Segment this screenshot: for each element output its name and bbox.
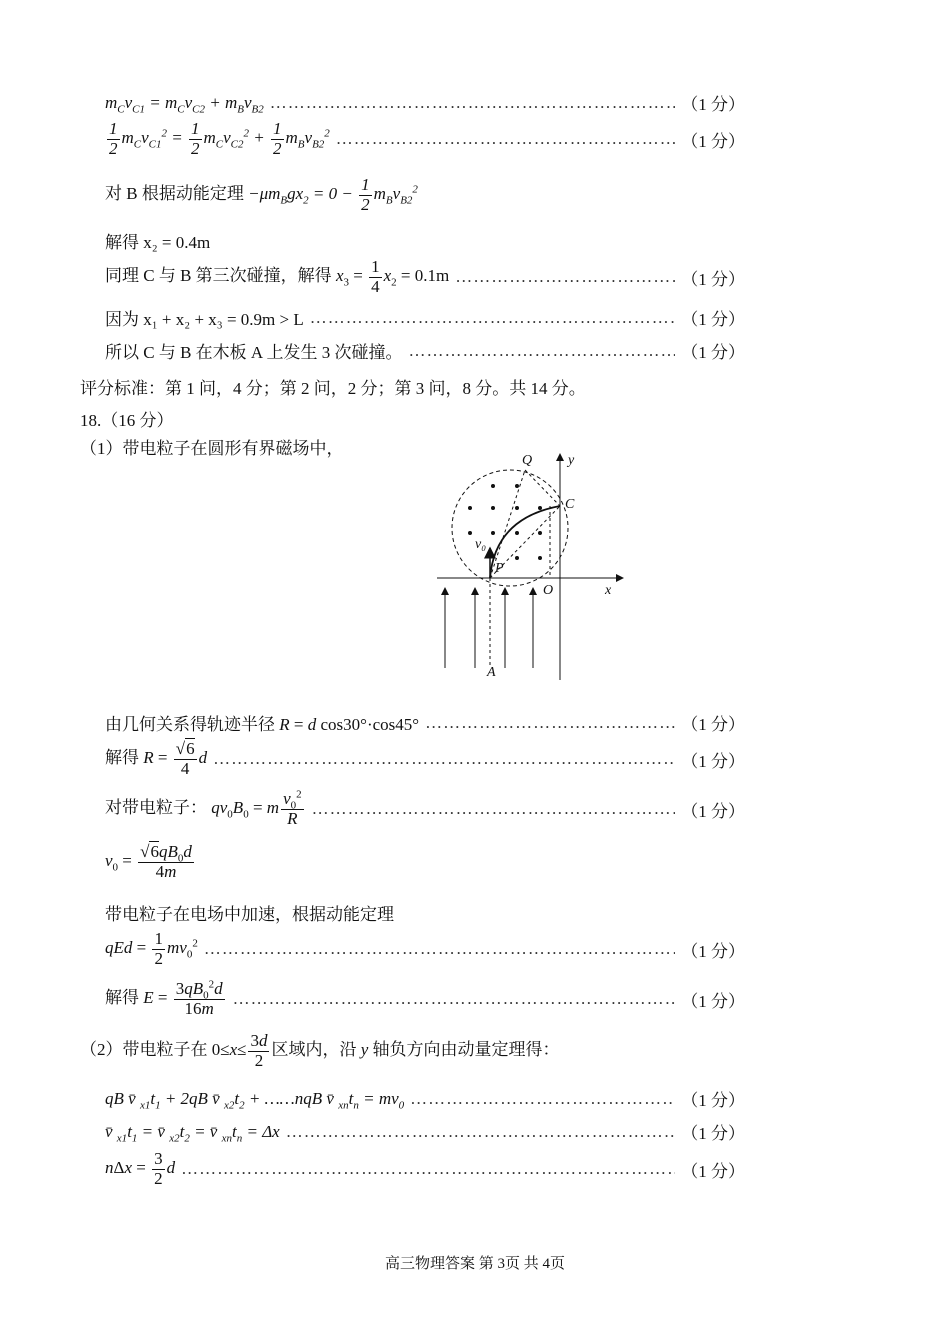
impulse-formula: qB v̄ $_{x1}t_1 + 2qB$ v̄ $_{x2}t_2$ + ……nqB v̄ $_{xn}t_n = mv_0$ <box>105 1088 405 1111</box>
sum-line <box>105 305 745 330</box>
score-label: （1 分） <box>681 751 745 771</box>
work-energy-line <box>105 176 418 214</box>
sum-text: 因为 x₁ + x₂ + x₃ = 0.9m > L <box>105 310 304 329</box>
grading-standard: 评分标准：第 1 问，4 分；第 2 问，2 分；第 3 问，8 分。共 14 分。 <box>80 379 586 398</box>
part2-intro-b: ≤ <box>237 1040 247 1060</box>
qEd-formula: qEd = $\frac{1}{2}$ $mv_0^2$ <box>105 929 198 968</box>
part2-intro-c: 区域内，沿 <box>271 1040 357 1060</box>
label-x: x <box>605 583 612 598</box>
solve-R-prefix: 解得 <box>105 748 139 768</box>
field-arrows <box>445 588 533 668</box>
label-y: y <box>568 453 575 468</box>
vt-formula: v̄ $_{x1}t_1$ = v̄ $_{x2}t_2$ = v̄ $_{xn}t_n = \Delta x$ <box>105 1121 280 1144</box>
leader-dots <box>310 308 676 328</box>
score-label: （1 分） <box>681 1091 745 1110</box>
score-label: （1 分） <box>681 269 745 289</box>
label-v0: v₀ <box>475 537 487 552</box>
score-label: （1 分） <box>681 715 745 734</box>
score-label: （1 分） <box>681 941 745 961</box>
impulse-line <box>105 1086 745 1111</box>
score-label: （1 分） <box>681 1161 745 1181</box>
score-label: （1 分） <box>681 95 745 114</box>
energy-equation <box>105 120 745 158</box>
momentum-formula: $m_Cv_{C1} = m_Cv_{C2} + m_Bv_{B2}$ <box>105 92 264 115</box>
label-A: A <box>487 665 496 680</box>
leader-dots <box>286 1122 676 1142</box>
ndx-line <box>105 1150 745 1188</box>
solve-E-prefix: 解得 <box>105 988 139 1008</box>
radius-prefix: 由几何关系得轨迹半径 <box>105 715 275 734</box>
solve-E-line <box>105 980 745 1018</box>
ndx-formula: nΔx = $\frac{3}{2}$ d <box>105 1149 176 1188</box>
work-energy-formula: $-\mu m_Bgx_2 = 0$ − $\frac{1}{2}$ $m_Bv_{B2}^2$ <box>248 175 418 214</box>
score-label: （1 分） <box>681 1124 745 1143</box>
accel-text: 带电粒子在电场中加速，根据动能定理 <box>105 905 394 924</box>
particle-line <box>105 790 745 828</box>
boundary-circle <box>452 470 568 586</box>
third-prefix: 同理 C 与 B 第三次碰撞，解得 <box>105 266 332 286</box>
leader-dots <box>312 799 676 819</box>
label-C: C <box>565 497 575 512</box>
radius-line <box>105 710 745 735</box>
leader-dots <box>213 749 675 769</box>
leader-dots <box>409 341 676 361</box>
qEd-line <box>105 930 745 968</box>
solve-R-text: 解得 R = $\frac{√6}{4}$ d <box>105 739 208 778</box>
solve-R-line <box>105 740 745 778</box>
score-label: （1 分） <box>681 131 745 151</box>
leader-dots <box>336 129 675 149</box>
vt-line <box>105 1119 745 1144</box>
particle-prefix: 对带电粒子： <box>105 798 207 818</box>
magnetic-field-diagram <box>425 448 645 688</box>
part2-intro-a: （2）带电粒子在 0≤ <box>80 1040 230 1060</box>
label-O: O <box>543 583 554 598</box>
solve-x2: 解得 x₂ = 0.4m <box>105 233 211 252</box>
conclusion-text: 所以 C 与 B 在木板 A 上发生 3 次碰撞。 <box>105 343 403 362</box>
part2-intro: （2）带电粒子在 0≤x≤ $\frac{3d}{2}$ 区域内，沿 y 轴负方向由动量定理得： <box>80 1031 560 1070</box>
conclusion-line <box>105 338 745 363</box>
radius-text: 由几何关系得轨迹半径 R = d cos30°·cos45° <box>105 715 420 734</box>
v0-formula: $v_0$ = $\frac{√6qB_0d}{4m}$ <box>105 842 192 881</box>
third-collision-text: 同理 C 与 B 第三次碰撞，解得 $x_3$ = $\frac{1}{4}$ $x_2 = 0.1m$ <box>105 257 450 296</box>
label-Q: Q <box>522 453 533 468</box>
q18-header: 18.（16 分） <box>80 411 174 430</box>
momentum-equation <box>105 90 745 115</box>
work-energy-prefix: 对 B 根据动能定理 <box>105 184 244 204</box>
score-label: （1 分） <box>681 801 745 821</box>
dashed-line <box>525 470 560 506</box>
score-label: （1 分） <box>681 991 745 1011</box>
leader-dots <box>233 989 676 1009</box>
energy-formula: $\frac{1}{2}$ $m_Cv_{C1}^2$ = $\frac{1}{2}$ $m_Cv_{C2}^2$ + $\frac{1}{2}$ $m_Bv_{B2}^2$ <box>109 119 330 158</box>
score-label: （1 分） <box>681 343 745 362</box>
part2-intro-d: 轴负方向由动量定理得： <box>372 1040 560 1060</box>
score-label: （1 分） <box>681 310 745 329</box>
third-collision <box>105 258 745 296</box>
leader-dots <box>270 93 675 113</box>
solve-E-text: 解得 E = $\frac{3qB_0^2d}{16m}$ <box>105 978 223 1018</box>
leader-dots <box>455 267 675 287</box>
particle-text: 对带电粒子： $qv_0B_0 = m$ $\frac{v_0^2}{R}$ <box>105 788 302 828</box>
leader-dots <box>410 1089 675 1109</box>
page-footer: 高三物理答案 第 3页 共 4页 <box>384 1256 565 1272</box>
leader-dots <box>425 713 675 733</box>
leader-dots <box>204 939 675 959</box>
label-P: P <box>495 561 504 576</box>
leader-dots <box>181 1159 675 1179</box>
part1-intro: （1）带电粒子在圆形有界磁场中， <box>80 439 344 458</box>
